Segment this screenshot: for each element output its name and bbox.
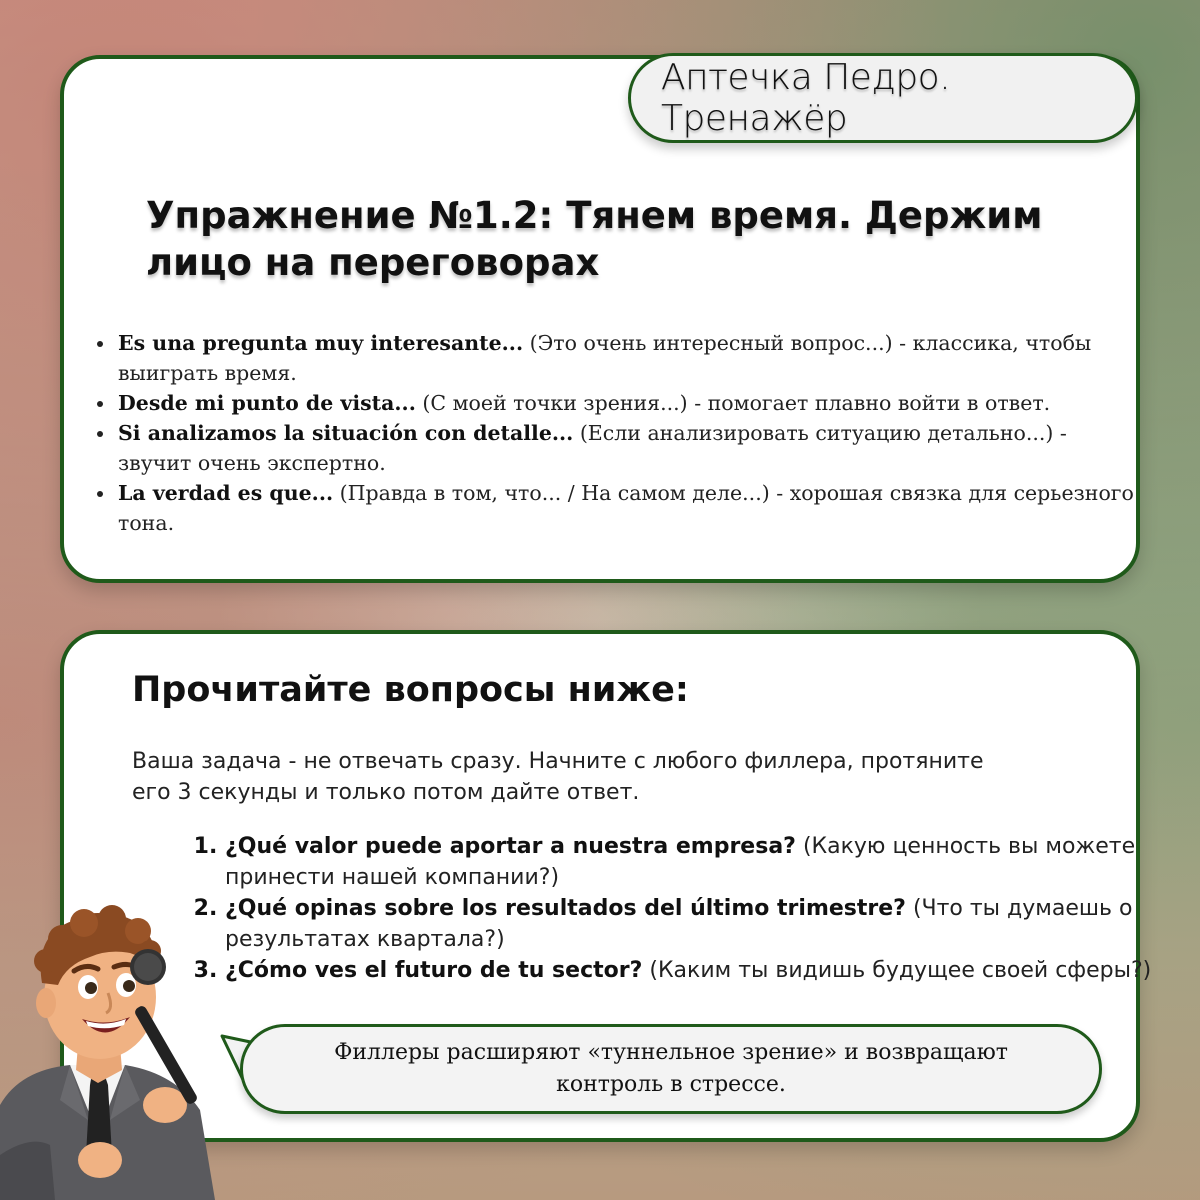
question-text: ¿Qué opinas sobre los resultados del último trimestre? xyxy=(225,896,906,921)
filler-translation: (Если анализировать ситуацию детально...) xyxy=(579,421,1054,445)
question-translation: (Каким ты видишь будущее своей сферы?) xyxy=(649,958,1152,983)
task-description: Ваша задача - не отвечать сразу. Начните с любого филлера, протяните его 3 секунды и только потом дайте ответ. xyxy=(132,749,984,805)
speech-bubble xyxy=(220,1024,1105,1118)
brand-badge xyxy=(628,53,1138,143)
filler-note: - звучит очень экспертно. xyxy=(118,421,1067,475)
filler-phrase: Si analizamos la situación con detalle... xyxy=(118,421,574,445)
filler-translation: (Это очень интересный вопрос...) xyxy=(529,331,893,355)
question-text: ¿Cómo ves el futuro de tu sector? xyxy=(225,958,643,983)
presenter-character-icon xyxy=(0,905,230,1200)
list-item xyxy=(225,893,1160,955)
list-item xyxy=(225,955,1160,986)
filler-note: - помогает плавно войти в ответ. xyxy=(694,391,1051,415)
speech-bubble-text: Филлеры расширяют «туннельное зрение» и возвращают контроль в стрессе. xyxy=(334,1040,1008,1097)
filler-note: - хорошая связка для серьезного тона. xyxy=(118,481,1134,535)
list-item xyxy=(225,831,1160,893)
list-item xyxy=(116,388,1146,418)
exercise-title: Упражнение №1.2: Тянем время. Держим лицо на переговорах xyxy=(146,194,1043,284)
question-translation: (Какую ценность вы можете принести нашей компании?) xyxy=(225,834,1136,890)
filler-phrase: Desde mi punto de vista... xyxy=(118,391,416,415)
filler-note: - классика, чтобы выиграть время. xyxy=(118,331,1092,385)
filler-translation: (Правда в том, что... / На самом деле...) xyxy=(339,481,770,505)
task-title: Прочитайте вопросы ниже: xyxy=(132,670,689,710)
speech-bubble-body xyxy=(240,1024,1102,1114)
filler-translation: (С моей точки зрения...) xyxy=(422,391,688,415)
filler-phrase-list xyxy=(90,328,1146,538)
question-list xyxy=(188,831,1160,986)
list-item xyxy=(116,328,1146,388)
question-translation: (Что ты думаешь о результатах квартала?) xyxy=(225,896,1133,952)
filler-phrase: La verdad es que... xyxy=(118,481,334,505)
filler-phrase: Es una pregunta muy interesante... xyxy=(118,331,524,355)
brand-title: Аптечка Педро. Тренажёр xyxy=(661,57,951,139)
question-text: ¿Qué valor puede aportar a nuestra empresa? xyxy=(225,834,796,859)
list-item xyxy=(116,478,1146,538)
list-item xyxy=(116,418,1146,478)
